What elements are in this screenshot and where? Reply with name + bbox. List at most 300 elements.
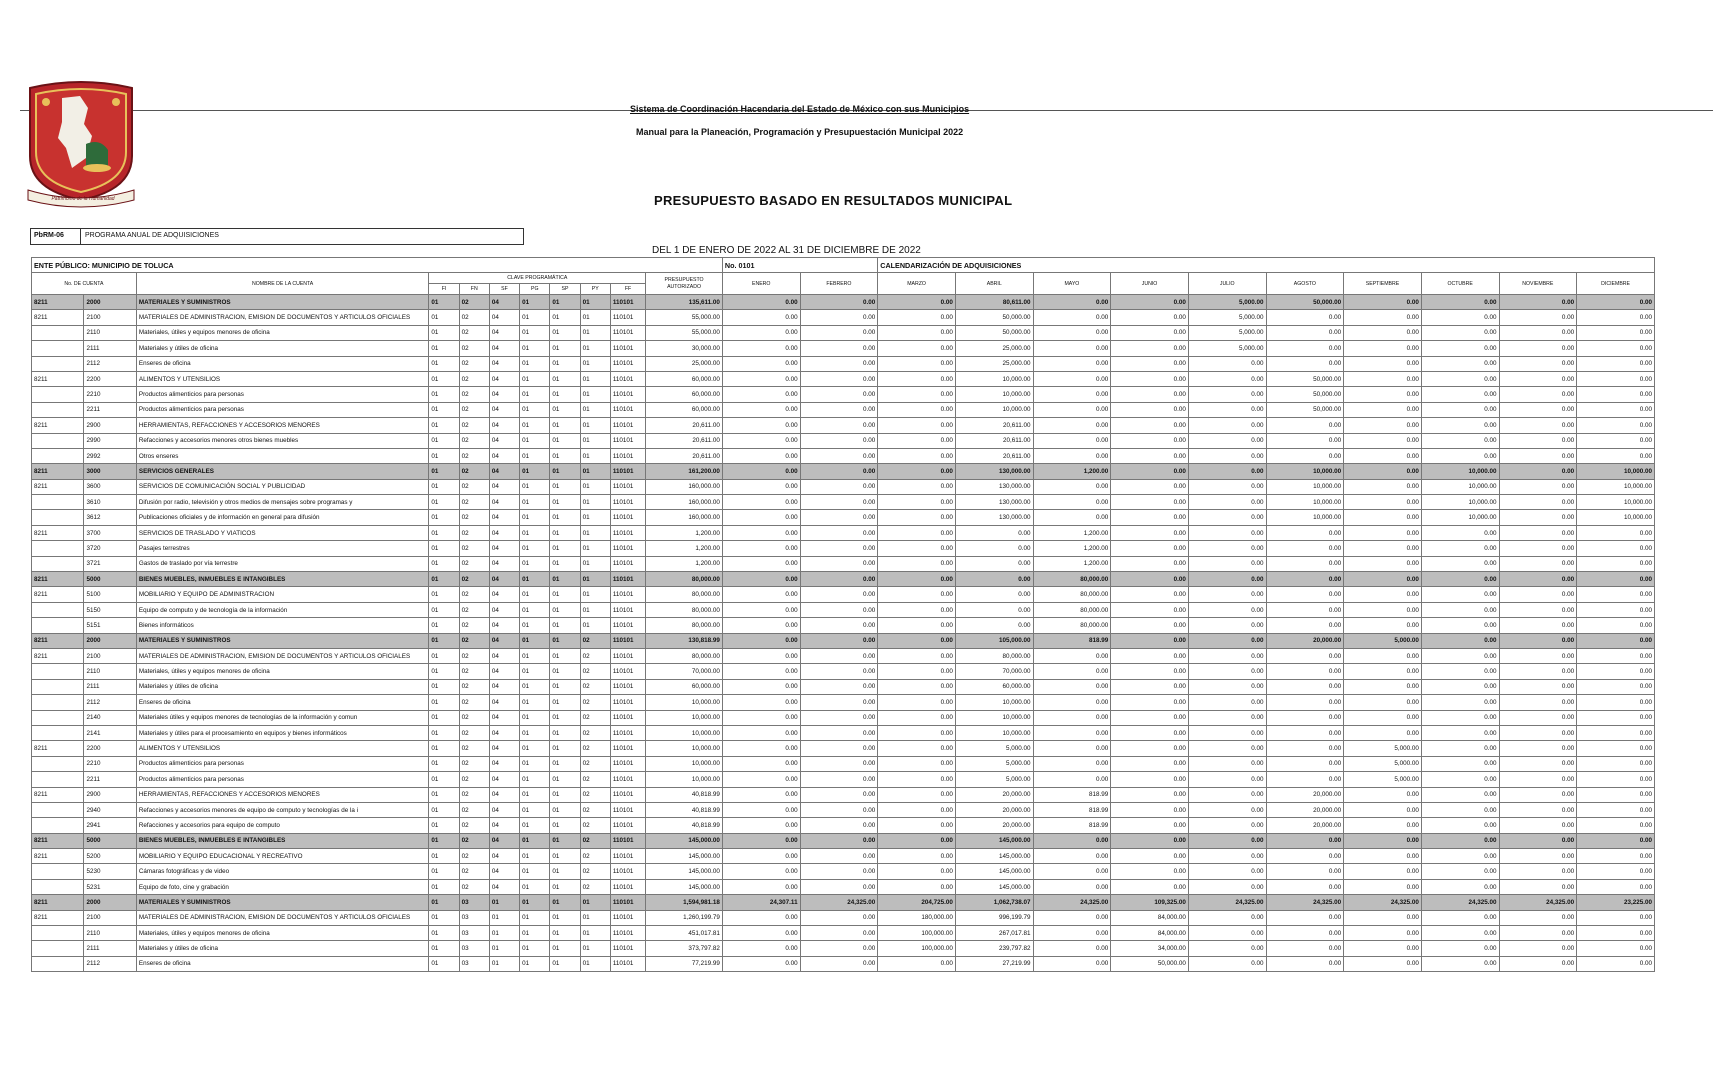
- account-name-cell: BIENES MUEBLES, INMUEBLES E INTANGIBLES: [136, 833, 429, 848]
- clave-cell: 01: [520, 926, 550, 941]
- month-amount-cell: 0.00: [878, 772, 956, 787]
- clave-cell: 01: [520, 402, 550, 417]
- clave-cell: 110101: [610, 495, 645, 510]
- month-amount-cell: 0.00: [878, 618, 956, 633]
- month-header: FEBRERO: [800, 273, 878, 295]
- account-name-cell: Equipo de computo y de tecnología de la información: [136, 602, 429, 617]
- month-amount-cell: 0.00: [1421, 725, 1499, 740]
- month-amount-cell: 20,000.00: [1266, 633, 1344, 648]
- table-row: [32, 448, 1655, 463]
- table-row: [32, 556, 1655, 571]
- month-amount-cell: 0.00: [1111, 756, 1189, 771]
- unit-code-cell: 8211: [32, 787, 84, 802]
- clave-cell: 01: [550, 802, 580, 817]
- unit-code-cell: 8211: [32, 587, 84, 602]
- clave-cell: 01: [520, 464, 550, 479]
- clave-cell: 02: [580, 664, 610, 679]
- clave-cell: 02: [459, 356, 489, 371]
- clave-cell: 01: [550, 433, 580, 448]
- month-amount-cell: 0.00: [1111, 356, 1189, 371]
- month-amount-cell: 1,200.00: [1033, 525, 1111, 540]
- clave-cell: 01: [520, 741, 550, 756]
- clave-cell: 01: [429, 772, 459, 787]
- clave-cell: 01: [550, 572, 580, 587]
- month-amount-cell: 0.00: [1344, 310, 1422, 325]
- month-amount-cell: 105,000.00: [955, 633, 1033, 648]
- clave-cell: 01: [580, 387, 610, 402]
- month-amount-cell: 0.00: [1577, 756, 1655, 771]
- month-amount-cell: 0.00: [1421, 833, 1499, 848]
- month-amount-cell: 0.00: [1344, 618, 1422, 633]
- month-amount-cell: 0.00: [1421, 295, 1499, 310]
- clave-cell: 01: [429, 802, 459, 817]
- clave-cell: 01: [429, 464, 459, 479]
- month-amount-cell: 0.00: [878, 818, 956, 833]
- account-code-cell: 2900: [84, 787, 136, 802]
- clave-cell: 01: [489, 895, 519, 910]
- month-amount-cell: 0.00: [1111, 495, 1189, 510]
- account-code-cell: 2141: [84, 725, 136, 740]
- clave-cell: 02: [459, 849, 489, 864]
- month-amount-cell: 0.00: [1421, 418, 1499, 433]
- month-amount-cell: 0.00: [1033, 433, 1111, 448]
- clave-cell: 02: [459, 433, 489, 448]
- month-amount-cell: 0.00: [878, 664, 956, 679]
- month-amount-cell: 0.00: [1188, 387, 1266, 402]
- month-amount-cell: 10,000.00: [1266, 479, 1344, 494]
- period-label: DEL 1 DE ENERO DE 2022 AL 31 DE DICIEMBRE DE 2022: [652, 245, 921, 256]
- month-amount-cell: 0.00: [1111, 772, 1189, 787]
- month-amount-cell: 0.00: [1577, 371, 1655, 386]
- account-name-cell: SERVICIOS DE COMUNICACIÓN SOCIAL Y PUBLICIDAD: [136, 479, 429, 494]
- month-amount-cell: 0.00: [955, 587, 1033, 602]
- clave-cell: 02: [459, 587, 489, 602]
- month-header: AGOSTO: [1266, 273, 1344, 295]
- month-amount-cell: 0.00: [722, 695, 800, 710]
- month-amount-cell: 10,000.00: [955, 725, 1033, 740]
- clave-cell: 01: [550, 325, 580, 340]
- budget-cell: 60,000.00: [646, 371, 723, 386]
- account-name-cell: Enseres de oficina: [136, 356, 429, 371]
- month-amount-cell: 24,325.00: [1499, 895, 1577, 910]
- clave-cell: 01: [580, 618, 610, 633]
- account-code-cell: 2110: [84, 325, 136, 340]
- clave-cell: 01: [429, 725, 459, 740]
- month-amount-cell: 0.00: [1111, 787, 1189, 802]
- month-amount-cell: 0.00: [1111, 633, 1189, 648]
- clave-cell: 110101: [610, 341, 645, 356]
- month-amount-cell: 0.00: [878, 833, 956, 848]
- table-row: [32, 879, 1655, 894]
- unit-code-cell: [32, 448, 84, 463]
- clave-cell: 01: [550, 418, 580, 433]
- budget-cell: 10,000.00: [646, 695, 723, 710]
- month-amount-cell: 0.00: [1266, 310, 1344, 325]
- month-amount-cell: 0.00: [1421, 402, 1499, 417]
- clave-col-header: PG: [520, 284, 550, 295]
- month-amount-cell: 0.00: [722, 325, 800, 340]
- account-name-cell: MOBILIARIO Y EQUIPO DE ADMINISTRACION: [136, 587, 429, 602]
- clave-cell: 01: [550, 556, 580, 571]
- month-amount-cell: 0.00: [1188, 772, 1266, 787]
- unit-code-cell: [32, 725, 84, 740]
- clave-cell: 01: [550, 602, 580, 617]
- month-amount-cell: 0.00: [1188, 725, 1266, 740]
- clave-cell: 01: [520, 387, 550, 402]
- month-amount-cell: 0.00: [722, 756, 800, 771]
- month-amount-cell: 0.00: [1188, 587, 1266, 602]
- month-amount-cell: 0.00: [800, 418, 878, 433]
- month-amount-cell: 0.00: [1577, 310, 1655, 325]
- clave-cell: 110101: [610, 849, 645, 864]
- month-amount-cell: 0.00: [722, 495, 800, 510]
- month-amount-cell: 818.99: [1033, 818, 1111, 833]
- clave-cell: 04: [489, 633, 519, 648]
- table-row: [32, 525, 1655, 540]
- month-amount-cell: 0.00: [1421, 941, 1499, 956]
- month-amount-cell: 10,000.00: [955, 402, 1033, 417]
- month-amount-cell: 5,000.00: [955, 741, 1033, 756]
- month-amount-cell: 0.00: [1577, 787, 1655, 802]
- month-amount-cell: 0.00: [1111, 525, 1189, 540]
- month-amount-cell: 0.00: [1188, 695, 1266, 710]
- clave-cell: 01: [550, 926, 580, 941]
- month-amount-cell: 0.00: [1577, 433, 1655, 448]
- budget-cell: 145,000.00: [646, 879, 723, 894]
- clave-cell: 01: [489, 956, 519, 971]
- budget-cell: 161,200.00: [646, 464, 723, 479]
- month-amount-cell: 0.00: [800, 956, 878, 971]
- month-amount-cell: 0.00: [1577, 849, 1655, 864]
- month-amount-cell: 0.00: [1188, 710, 1266, 725]
- month-amount-cell: 0.00: [722, 310, 800, 325]
- month-amount-cell: 0.00: [1577, 802, 1655, 817]
- account-name-cell: Refacciones y accesorios para equipo de computo: [136, 818, 429, 833]
- clave-cell: 02: [459, 833, 489, 848]
- header-line-1: Sistema de Coordinación Hacendaria del Estado de México con sus Municipios: [630, 104, 970, 114]
- clave-cell: 02: [459, 525, 489, 540]
- month-amount-cell: 0.00: [800, 510, 878, 525]
- month-amount-cell: 0.00: [722, 387, 800, 402]
- clave-cell: 01: [580, 525, 610, 540]
- month-amount-cell: 80,000.00: [955, 648, 1033, 663]
- unit-code-cell: [32, 602, 84, 617]
- clave-cell: 110101: [610, 479, 645, 494]
- table-row: [32, 325, 1655, 340]
- budget-cell: 80,000.00: [646, 587, 723, 602]
- month-amount-cell: 0.00: [1188, 648, 1266, 663]
- budget-cell: 40,818.99: [646, 818, 723, 833]
- clave-cell: 01: [580, 510, 610, 525]
- month-amount-cell: 0.00: [955, 525, 1033, 540]
- account-code-cell: 2112: [84, 356, 136, 371]
- clave-cell: 04: [489, 341, 519, 356]
- month-amount-cell: 24,325.00: [1266, 895, 1344, 910]
- clave-cell: 02: [580, 818, 610, 833]
- clave-cell: 110101: [610, 818, 645, 833]
- clave-cell: 01: [550, 956, 580, 971]
- month-amount-cell: 0.00: [1033, 710, 1111, 725]
- month-amount-cell: 10,000.00: [1577, 495, 1655, 510]
- month-amount-cell: 0.00: [1499, 926, 1577, 941]
- month-amount-cell: 0.00: [722, 618, 800, 633]
- month-amount-cell: 0.00: [1421, 448, 1499, 463]
- month-amount-cell: 0.00: [1188, 679, 1266, 694]
- month-amount-cell: 0.00: [1577, 525, 1655, 540]
- clave-cell: 01: [429, 525, 459, 540]
- clave-cell: 01: [580, 371, 610, 386]
- month-amount-cell: 0.00: [722, 879, 800, 894]
- month-amount-cell: 0.00: [1421, 818, 1499, 833]
- month-amount-cell: 50,000.00: [1111, 956, 1189, 971]
- clave-cell: 110101: [610, 895, 645, 910]
- clave-cell: 01: [580, 325, 610, 340]
- month-amount-cell: 10,000.00: [1577, 479, 1655, 494]
- clave-cell: 02: [459, 448, 489, 463]
- clave-cell: 01: [429, 849, 459, 864]
- month-amount-cell: 0.00: [1421, 879, 1499, 894]
- clave-cell: 02: [580, 802, 610, 817]
- clave-cell: 04: [489, 556, 519, 571]
- month-amount-cell: 5,000.00: [1344, 633, 1422, 648]
- clave-cell: 01: [429, 833, 459, 848]
- budget-cell: 130,818.99: [646, 633, 723, 648]
- clave-cell: 01: [580, 295, 610, 310]
- clave-cell: 01: [520, 295, 550, 310]
- unit-code-cell: [32, 618, 84, 633]
- month-amount-cell: 0.00: [878, 479, 956, 494]
- month-amount-cell: 0.00: [1344, 572, 1422, 587]
- month-amount-cell: 0.00: [1421, 664, 1499, 679]
- account-code-cell: 3700: [84, 525, 136, 540]
- month-amount-cell: 0.00: [1033, 879, 1111, 894]
- clave-cell: 110101: [610, 448, 645, 463]
- budget-cell: 10,000.00: [646, 756, 723, 771]
- clave-cell: 110101: [610, 926, 645, 941]
- account-name-cell: Refacciones y accesorios menores de equipo de computo y tecnologías de la i: [136, 802, 429, 817]
- month-amount-cell: 0.00: [722, 787, 800, 802]
- clave-cell: 04: [489, 849, 519, 864]
- month-amount-cell: 0.00: [800, 541, 878, 556]
- clave-cell: 01: [580, 572, 610, 587]
- subtotal-row: [32, 295, 1655, 310]
- month-amount-cell: 130,000.00: [955, 479, 1033, 494]
- clave-cell: 02: [580, 725, 610, 740]
- clave-cell: 02: [580, 879, 610, 894]
- month-amount-cell: 27,219.99: [955, 956, 1033, 971]
- clave-cell: 01: [429, 864, 459, 879]
- month-amount-cell: 0.00: [1344, 556, 1422, 571]
- clave-cell: 04: [489, 710, 519, 725]
- clave-cell: 01: [520, 525, 550, 540]
- month-amount-cell: 0.00: [1033, 402, 1111, 417]
- unit-code-cell: 8211: [32, 910, 84, 925]
- month-amount-cell: 0.00: [1111, 710, 1189, 725]
- month-header: NOVIEMBRE: [1499, 273, 1577, 295]
- clave-cell: 01: [550, 695, 580, 710]
- month-amount-cell: 0.00: [878, 741, 956, 756]
- month-amount-cell: 0.00: [722, 602, 800, 617]
- month-amount-cell: 0.00: [800, 572, 878, 587]
- unit-code-cell: [32, 879, 84, 894]
- account-name-cell: MATERIALES Y SUMINISTROS: [136, 895, 429, 910]
- month-amount-cell: 0.00: [1344, 864, 1422, 879]
- acquisitions-table: [31, 257, 1655, 972]
- clave-cell: 110101: [610, 879, 645, 894]
- clave-cell: 01: [550, 818, 580, 833]
- month-amount-cell: 0.00: [1499, 725, 1577, 740]
- clave-cell: 01: [429, 448, 459, 463]
- clave-cell: 04: [489, 510, 519, 525]
- table-row: [32, 387, 1655, 402]
- clave-cell: 01: [520, 371, 550, 386]
- month-amount-cell: 0.00: [1421, 310, 1499, 325]
- month-amount-cell: 0.00: [1577, 956, 1655, 971]
- month-amount-cell: 0.00: [1188, 879, 1266, 894]
- unit-code-cell: [32, 541, 84, 556]
- month-amount-cell: 0.00: [878, 418, 956, 433]
- month-amount-cell: 0.00: [722, 956, 800, 971]
- month-amount-cell: 0.00: [1188, 787, 1266, 802]
- month-amount-cell: 0.00: [1344, 418, 1422, 433]
- clave-cell: 04: [489, 602, 519, 617]
- month-amount-cell: 0.00: [1111, 849, 1189, 864]
- unit-code-cell: 8211: [32, 295, 84, 310]
- clave-cell: 02: [459, 295, 489, 310]
- month-amount-cell: 0.00: [955, 618, 1033, 633]
- clave-cell: 01: [550, 710, 580, 725]
- clave-cell: 02: [580, 787, 610, 802]
- clave-cell: 110101: [610, 402, 645, 417]
- clave-col-header: SP: [550, 284, 580, 295]
- account-name-cell: ALIMENTOS Y UTENSILIOS: [136, 371, 429, 386]
- clave-cell: 110101: [610, 325, 645, 340]
- month-amount-cell: 0.00: [1421, 572, 1499, 587]
- month-amount-cell: 0.00: [1344, 648, 1422, 663]
- table-row: [32, 679, 1655, 694]
- unit-code-cell: [32, 710, 84, 725]
- month-amount-cell: 0.00: [1577, 418, 1655, 433]
- month-amount-cell: 0.00: [1188, 418, 1266, 433]
- budget-cell: 25,000.00: [646, 356, 723, 371]
- clave-cell: 02: [580, 756, 610, 771]
- clave-cell: 01: [520, 310, 550, 325]
- month-amount-cell: 0.00: [1033, 772, 1111, 787]
- budget-cell: 1,200.00: [646, 556, 723, 571]
- clave-cell: 01: [550, 402, 580, 417]
- month-amount-cell: 0.00: [1499, 402, 1577, 417]
- month-amount-cell: 0.00: [878, 495, 956, 510]
- table-row: [32, 664, 1655, 679]
- clave-cell: 110101: [610, 433, 645, 448]
- account-code-cell: 2990: [84, 433, 136, 448]
- budget-cell: 20,611.00: [646, 433, 723, 448]
- month-amount-cell: 0.00: [878, 802, 956, 817]
- clave-cell: 02: [459, 756, 489, 771]
- clave-cell: 01: [429, 910, 459, 925]
- account-name-cell: Materiales y útiles de oficina: [136, 341, 429, 356]
- month-header: ENERO: [722, 273, 800, 295]
- table-row: [32, 433, 1655, 448]
- clave-cell: 02: [459, 818, 489, 833]
- month-amount-cell: 0.00: [1033, 664, 1111, 679]
- clave-cell: 01: [429, 572, 459, 587]
- month-amount-cell: 0.00: [1499, 695, 1577, 710]
- month-amount-cell: 0.00: [1577, 679, 1655, 694]
- clave-cell: 02: [459, 725, 489, 740]
- month-amount-cell: 24,325.00: [800, 895, 878, 910]
- month-amount-cell: 0.00: [878, 572, 956, 587]
- clave-cell: 01: [580, 341, 610, 356]
- month-amount-cell: 0.00: [722, 464, 800, 479]
- month-amount-cell: 0.00: [722, 679, 800, 694]
- clave-cell: 01: [580, 587, 610, 602]
- month-amount-cell: 0.00: [800, 648, 878, 663]
- budget-cell: 10,000.00: [646, 710, 723, 725]
- clave-cell: 02: [580, 679, 610, 694]
- clave-cell: 01: [580, 895, 610, 910]
- month-amount-cell: 0.00: [1344, 402, 1422, 417]
- clave-cell: 01: [550, 356, 580, 371]
- month-amount-cell: 0.00: [1421, 433, 1499, 448]
- table-row: [32, 802, 1655, 817]
- budget-cell: 135,611.00: [646, 295, 723, 310]
- clave-cell: 110101: [610, 541, 645, 556]
- clave-cell: 01: [429, 510, 459, 525]
- account-code-cell: 2210: [84, 756, 136, 771]
- month-amount-cell: 0.00: [722, 541, 800, 556]
- clave-cell: 110101: [610, 772, 645, 787]
- month-amount-cell: 0.00: [1421, 910, 1499, 925]
- month-amount-cell: 0.00: [1421, 741, 1499, 756]
- month-amount-cell: 0.00: [1344, 833, 1422, 848]
- month-amount-cell: 0.00: [800, 387, 878, 402]
- clave-cell: 110101: [610, 956, 645, 971]
- month-amount-cell: 0.00: [722, 295, 800, 310]
- month-amount-cell: 0.00: [1421, 541, 1499, 556]
- month-amount-cell: 0.00: [1421, 556, 1499, 571]
- month-amount-cell: 0.00: [1499, 864, 1577, 879]
- month-amount-cell: 0.00: [722, 926, 800, 941]
- clave-cell: 01: [580, 602, 610, 617]
- account-code-cell: 2110: [84, 664, 136, 679]
- month-amount-cell: 0.00: [1111, 433, 1189, 448]
- month-amount-cell: 0.00: [1499, 448, 1577, 463]
- toluca-coat-of-arms-logo: [22, 78, 140, 212]
- month-amount-cell: 0.00: [1577, 402, 1655, 417]
- budget-cell: 70,000.00: [646, 664, 723, 679]
- month-amount-cell: 0.00: [1111, 602, 1189, 617]
- clave-cell: 04: [489, 772, 519, 787]
- month-amount-cell: 50,000.00: [955, 310, 1033, 325]
- month-amount-cell: 70,000.00: [955, 664, 1033, 679]
- month-amount-cell: 0.00: [1577, 926, 1655, 941]
- account-name-cell: Materiales, útiles y equipos menores de oficina: [136, 325, 429, 340]
- month-amount-cell: 10,000.00: [955, 695, 1033, 710]
- clave-cell: 01: [520, 725, 550, 740]
- month-amount-cell: 20,611.00: [955, 448, 1033, 463]
- clave-cell: 110101: [610, 572, 645, 587]
- account-name-cell: Materiales y útiles para el procesamiento en equipos y bienes informáticos: [136, 725, 429, 740]
- month-amount-cell: 0.00: [1111, 556, 1189, 571]
- clave-cell: 110101: [610, 295, 645, 310]
- clave-cell: 04: [489, 618, 519, 633]
- month-amount-cell: 0.00: [1188, 849, 1266, 864]
- month-amount-cell: 0.00: [722, 864, 800, 879]
- clave-cell: 01: [520, 879, 550, 894]
- clave-cell: 02: [459, 402, 489, 417]
- clave-cell: 01: [520, 433, 550, 448]
